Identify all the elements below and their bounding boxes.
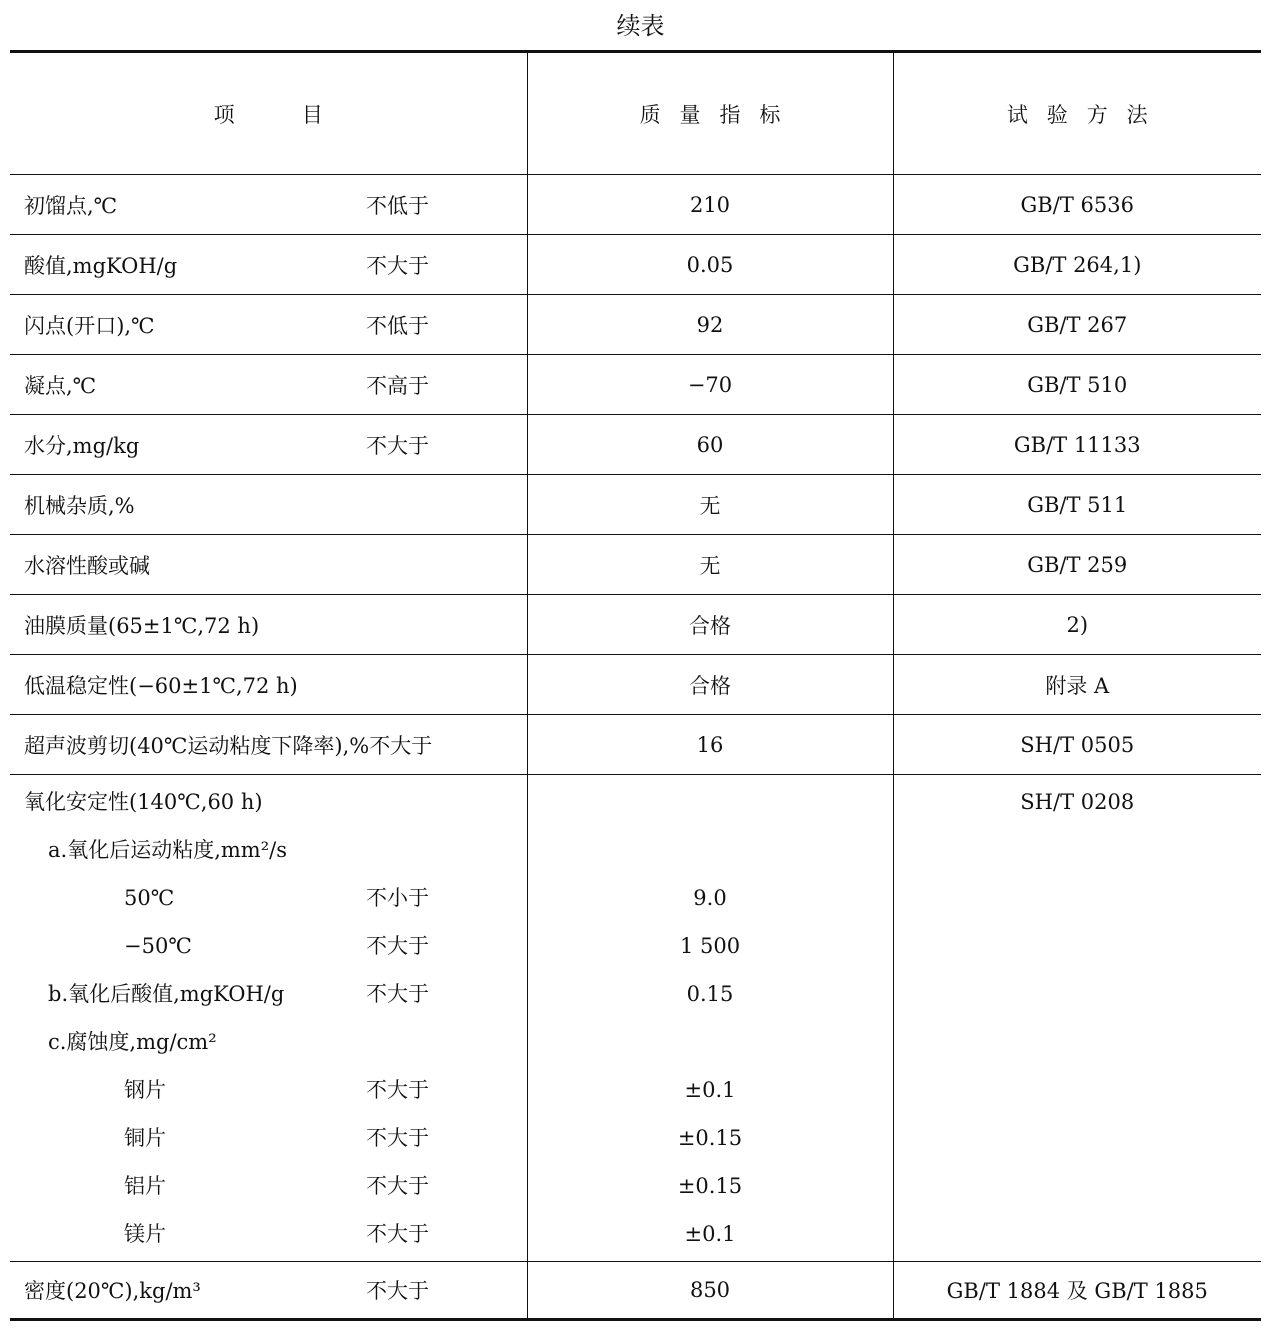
header-item-label: 项目 xyxy=(213,102,391,127)
specification-table xyxy=(10,50,1261,1321)
sub-item-limit: 不大于 xyxy=(366,934,429,958)
table-row xyxy=(10,475,1261,535)
sub-item-label: 铜片 xyxy=(124,1126,166,1150)
value-cell: 0.05 xyxy=(527,235,893,295)
item-cell xyxy=(10,715,527,775)
table-row xyxy=(10,175,1261,235)
item-cell xyxy=(10,595,527,655)
table-row xyxy=(10,235,1261,295)
table-row xyxy=(10,715,1261,775)
item-cell xyxy=(10,1262,527,1320)
sub-item-label: −50℃ xyxy=(124,934,192,958)
item-name: 凝点,℃ xyxy=(24,373,97,398)
sub-item-value: ±0.1 xyxy=(684,1078,736,1102)
value-cell: 合格 xyxy=(527,595,893,655)
value-cell: 850 xyxy=(527,1262,893,1320)
item-cell xyxy=(10,295,527,355)
sub-item-limit: 不大于 xyxy=(366,1222,429,1246)
sub-item-label: 50℃ xyxy=(124,886,175,910)
header-value xyxy=(527,52,893,175)
method-cell: GB/T 267 xyxy=(893,295,1261,355)
oxidation-item-cell xyxy=(10,775,527,1262)
value-cell: 合格 xyxy=(527,655,893,715)
table-caption: 续表 xyxy=(616,12,665,40)
method-cell: GB/T 1884 及 GB/T 1885 xyxy=(893,1262,1261,1320)
sub-item-value: ±0.15 xyxy=(677,1174,743,1198)
item-name: 密度(20℃),kg/m³ xyxy=(24,1279,201,1303)
table-row xyxy=(10,1262,1261,1320)
header-value-label: 质量指标 xyxy=(639,102,800,127)
table-row xyxy=(10,655,1261,715)
sub-item-label: c.腐蚀度,mg/cm² xyxy=(48,1030,217,1054)
method-cell: GB/T 264,1) xyxy=(893,235,1261,295)
oxidation-value-cell xyxy=(527,775,893,1262)
sub-item-limit: 不大于 xyxy=(366,1174,429,1198)
item-limit: 不高于 xyxy=(366,373,429,398)
value-cell: 无 xyxy=(527,535,893,595)
item-cell xyxy=(10,655,527,715)
method-cell: 2) xyxy=(893,595,1261,655)
item-cell xyxy=(10,235,527,295)
method-cell: 附录 A xyxy=(893,655,1261,715)
sub-item-value: ±0.1 xyxy=(684,1222,736,1246)
header-row xyxy=(10,52,1261,175)
value-cell: −70 xyxy=(527,355,893,415)
header-method-label: 试验方法 xyxy=(1006,102,1167,127)
item-name: 酸值,mgKOH/g xyxy=(24,253,178,278)
sub-item-label: 钢片 xyxy=(124,1078,166,1102)
oxidation-method-cell xyxy=(893,775,1261,1262)
item-name: 超声波剪切(40℃运动粘度下降率),%不大于 xyxy=(24,733,433,758)
sub-item-limit: 不小于 xyxy=(366,886,429,910)
oxidation-stability-group xyxy=(10,775,1261,1262)
value-cell: 60 xyxy=(527,415,893,475)
oxidation-title: 氧化安定性(140℃,60 h) xyxy=(24,790,263,814)
sub-item-label: 铝片 xyxy=(124,1174,166,1198)
sub-item-value: ±0.15 xyxy=(677,1126,743,1150)
value-cell: 210 xyxy=(527,175,893,235)
method-cell: GB/T 11133 xyxy=(893,415,1261,475)
item-name: 机械杂质,% xyxy=(24,493,135,518)
item-cell xyxy=(10,355,527,415)
sub-item-label: 镁片 xyxy=(124,1222,166,1246)
table-row xyxy=(10,535,1261,595)
item-cell xyxy=(10,415,527,475)
header-item xyxy=(10,52,527,175)
item-cell xyxy=(10,175,527,235)
method-cell: GB/T 6536 xyxy=(893,175,1261,235)
item-name: 水溶性酸或碱 xyxy=(24,553,150,578)
item-limit: 不大于 xyxy=(366,253,429,278)
item-name: 油膜质量(65±1℃,72 h) xyxy=(24,613,260,638)
table-body xyxy=(10,175,1261,1320)
value-cell: 92 xyxy=(527,295,893,355)
item-name: 闪点(开口),℃ xyxy=(24,313,155,338)
item-name: 水分,mg/kg xyxy=(24,433,140,458)
item-limit: 不大于 xyxy=(366,433,429,458)
table-row xyxy=(10,415,1261,475)
sub-item-value: 0.15 xyxy=(686,982,734,1006)
value-cell: 16 xyxy=(527,715,893,775)
item-cell xyxy=(10,535,527,595)
item-limit: 不低于 xyxy=(366,193,429,218)
item-limit: 不大于 xyxy=(366,1279,429,1303)
method-cell: GB/T 259 xyxy=(893,535,1261,595)
sub-item-limit: 不大于 xyxy=(366,982,429,1006)
table-row xyxy=(10,595,1261,655)
sub-item-limit: 不大于 xyxy=(366,1078,429,1102)
table-row xyxy=(10,355,1261,415)
method-cell: GB/T 511 xyxy=(893,475,1261,535)
value-cell: 无 xyxy=(527,475,893,535)
header-method xyxy=(893,52,1261,175)
sub-item-value: 1 500 xyxy=(679,934,741,958)
method-cell: GB/T 510 xyxy=(893,355,1261,415)
item-name: 初馏点,℃ xyxy=(24,193,118,218)
sub-item-value: 9.0 xyxy=(693,886,727,910)
oxidation-method: SH/T 0208 xyxy=(1020,790,1135,814)
item-name: 低温稳定性(−60±1℃,72 h) xyxy=(24,673,298,698)
table-row xyxy=(10,295,1261,355)
sub-item-label: a.氧化后运动粘度,mm²/s xyxy=(48,838,287,862)
method-cell: SH/T 0505 xyxy=(893,715,1261,775)
item-cell xyxy=(10,475,527,535)
sub-item-label: b.氧化后酸值,mgKOH/g xyxy=(48,982,285,1006)
sub-item-limit: 不大于 xyxy=(366,1126,429,1150)
item-limit: 不低于 xyxy=(366,313,429,338)
